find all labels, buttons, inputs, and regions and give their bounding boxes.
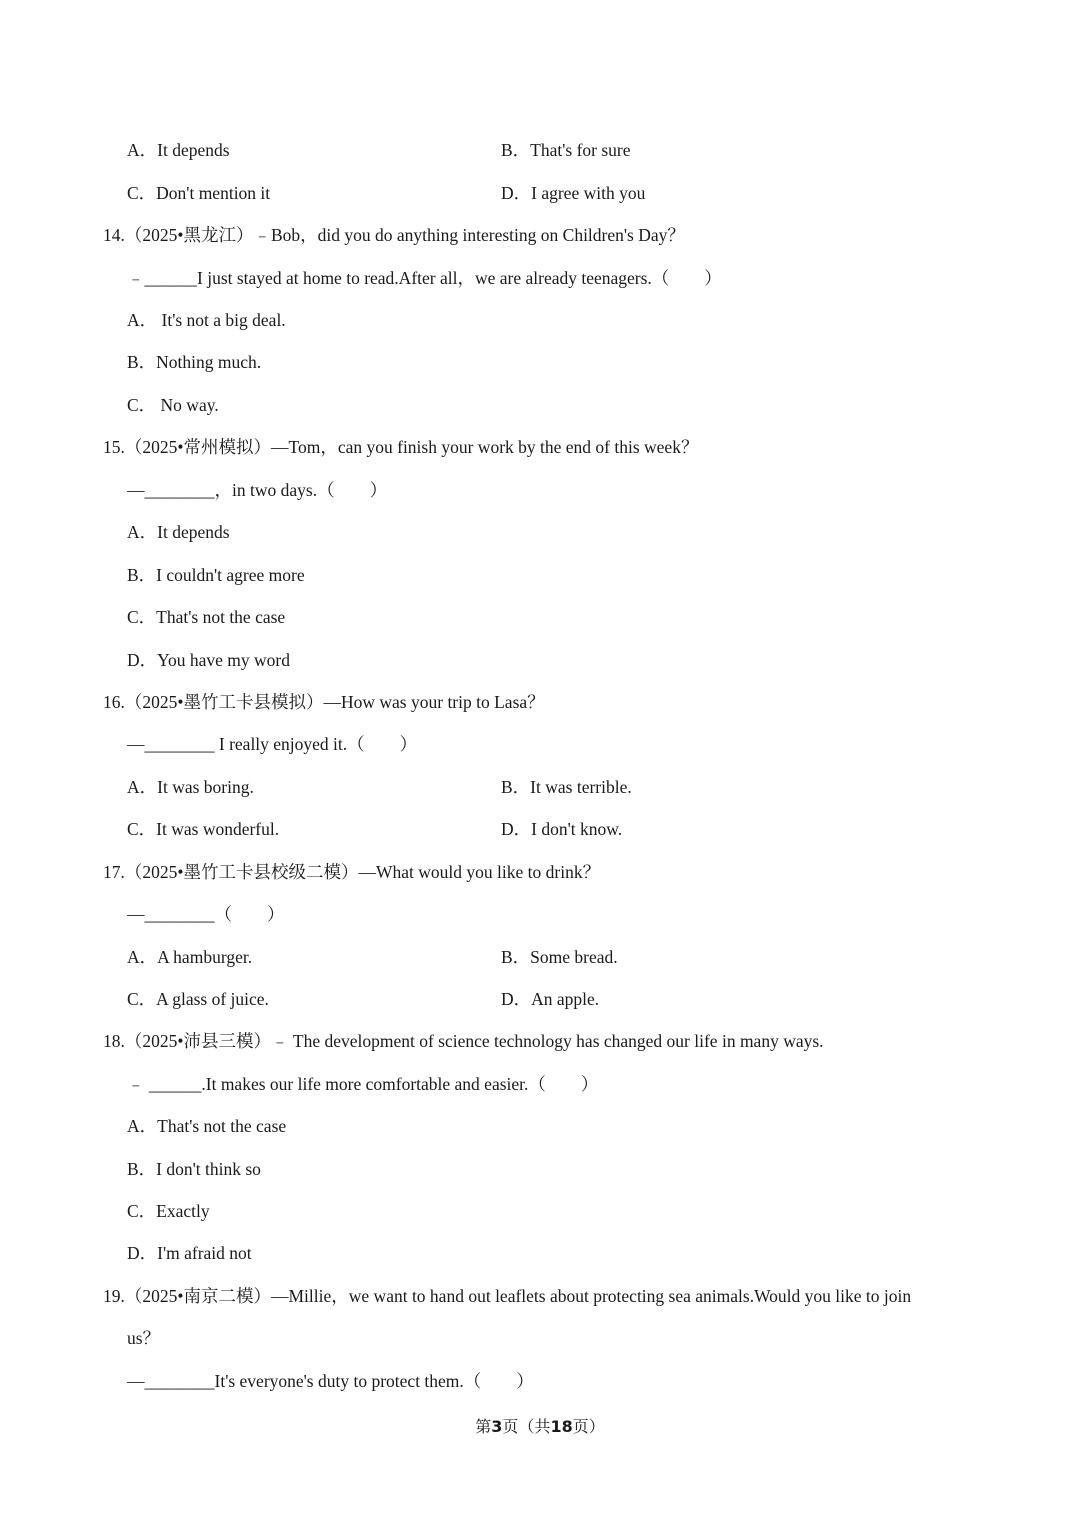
q13-option-d: D．I agree with you — [501, 183, 646, 203]
q18-option-d: D．I'm afraid not — [127, 1243, 252, 1263]
q17-option-a: A．A hamburger. — [127, 947, 253, 967]
q14-option-a: A． It's not a big deal. — [127, 310, 286, 330]
footer-middle: 页（共 — [502, 1417, 551, 1436]
q15-option-d: D．You have my word — [127, 650, 291, 670]
q13-option-a: A．It depends — [127, 140, 230, 160]
q17-stem: 17.（2025•墨竹工卡县校级二模）—What would you like to drink？ — [103, 862, 601, 882]
q18-option-c: C．Exactly — [127, 1201, 210, 1221]
q16-option-d: D．I don't know. — [501, 819, 623, 839]
q13-option-b: B．That's for sure — [501, 140, 631, 160]
q16-option-b: B．It was terrible. — [501, 777, 632, 797]
q13-option-c: C．Don't mention it — [127, 183, 271, 203]
footer-page-number: 3 — [491, 1417, 503, 1436]
q18-option-a: A．That's not the case — [127, 1116, 287, 1136]
q15-stem: 15.（2025•常州模拟）—Tom，can you finish your work by the end of this week？ — [103, 437, 699, 457]
footer-suffix: 页） — [572, 1417, 605, 1436]
q19-stem-line1: 19.（2025•南京二模）—Millie，we want to hand out leaflets about protecting sea animals.Would you like to join — [103, 1286, 912, 1306]
q18-reply: ﹣ ______.It makes our life more comfortable and easier.（ ） — [127, 1074, 599, 1094]
q16-option-c: C．It was wonderful. — [127, 819, 280, 839]
q16-reply: —________ I really enjoyed it.（ ） — [127, 734, 418, 754]
q15-option-a: A．It depends — [127, 522, 230, 542]
q19-reply: —________It's everyone's duty to protect them.（ ） — [127, 1371, 534, 1391]
footer-total-pages: 18 — [550, 1417, 573, 1436]
q18-stem: 18.（2025•沛县三模）﹣ The development of science technology has changed our life in many ways. — [103, 1031, 824, 1051]
q15-option-b: B．I couldn't agree more — [127, 565, 305, 585]
q16-stem: 16.（2025•墨竹工卡县模拟）—How was your trip to Lasa？ — [103, 692, 545, 712]
q17-option-d: D．An apple. — [501, 989, 600, 1009]
q14-option-c: C． No way. — [127, 395, 219, 415]
q15-option-c: C．That's not the case — [127, 607, 286, 627]
q14-option-b: B．Nothing much. — [127, 352, 262, 372]
page-footer — [0, 1414, 1080, 1437]
q19-stem-line2: us？ — [127, 1328, 161, 1348]
q17-reply: —________（ ） — [127, 904, 285, 924]
q18-option-b: B．I don't think so — [127, 1159, 261, 1179]
q15-reply: —________，in two days.（ ） — [127, 480, 388, 500]
q17-option-b: B．Some bread. — [501, 947, 618, 967]
q14-reply: ﹣______I just stayed at home to read.After all，we are already teenagers.（ ） — [127, 268, 722, 288]
q16-option-a: A．It was boring. — [127, 777, 254, 797]
q14-stem: 14.（2025•黑龙江）﹣Bob，did you do anything interesting on Children's Day？ — [103, 225, 685, 245]
q17-option-c: C．A glass of juice. — [127, 989, 269, 1009]
footer-prefix: 第 — [475, 1417, 492, 1436]
